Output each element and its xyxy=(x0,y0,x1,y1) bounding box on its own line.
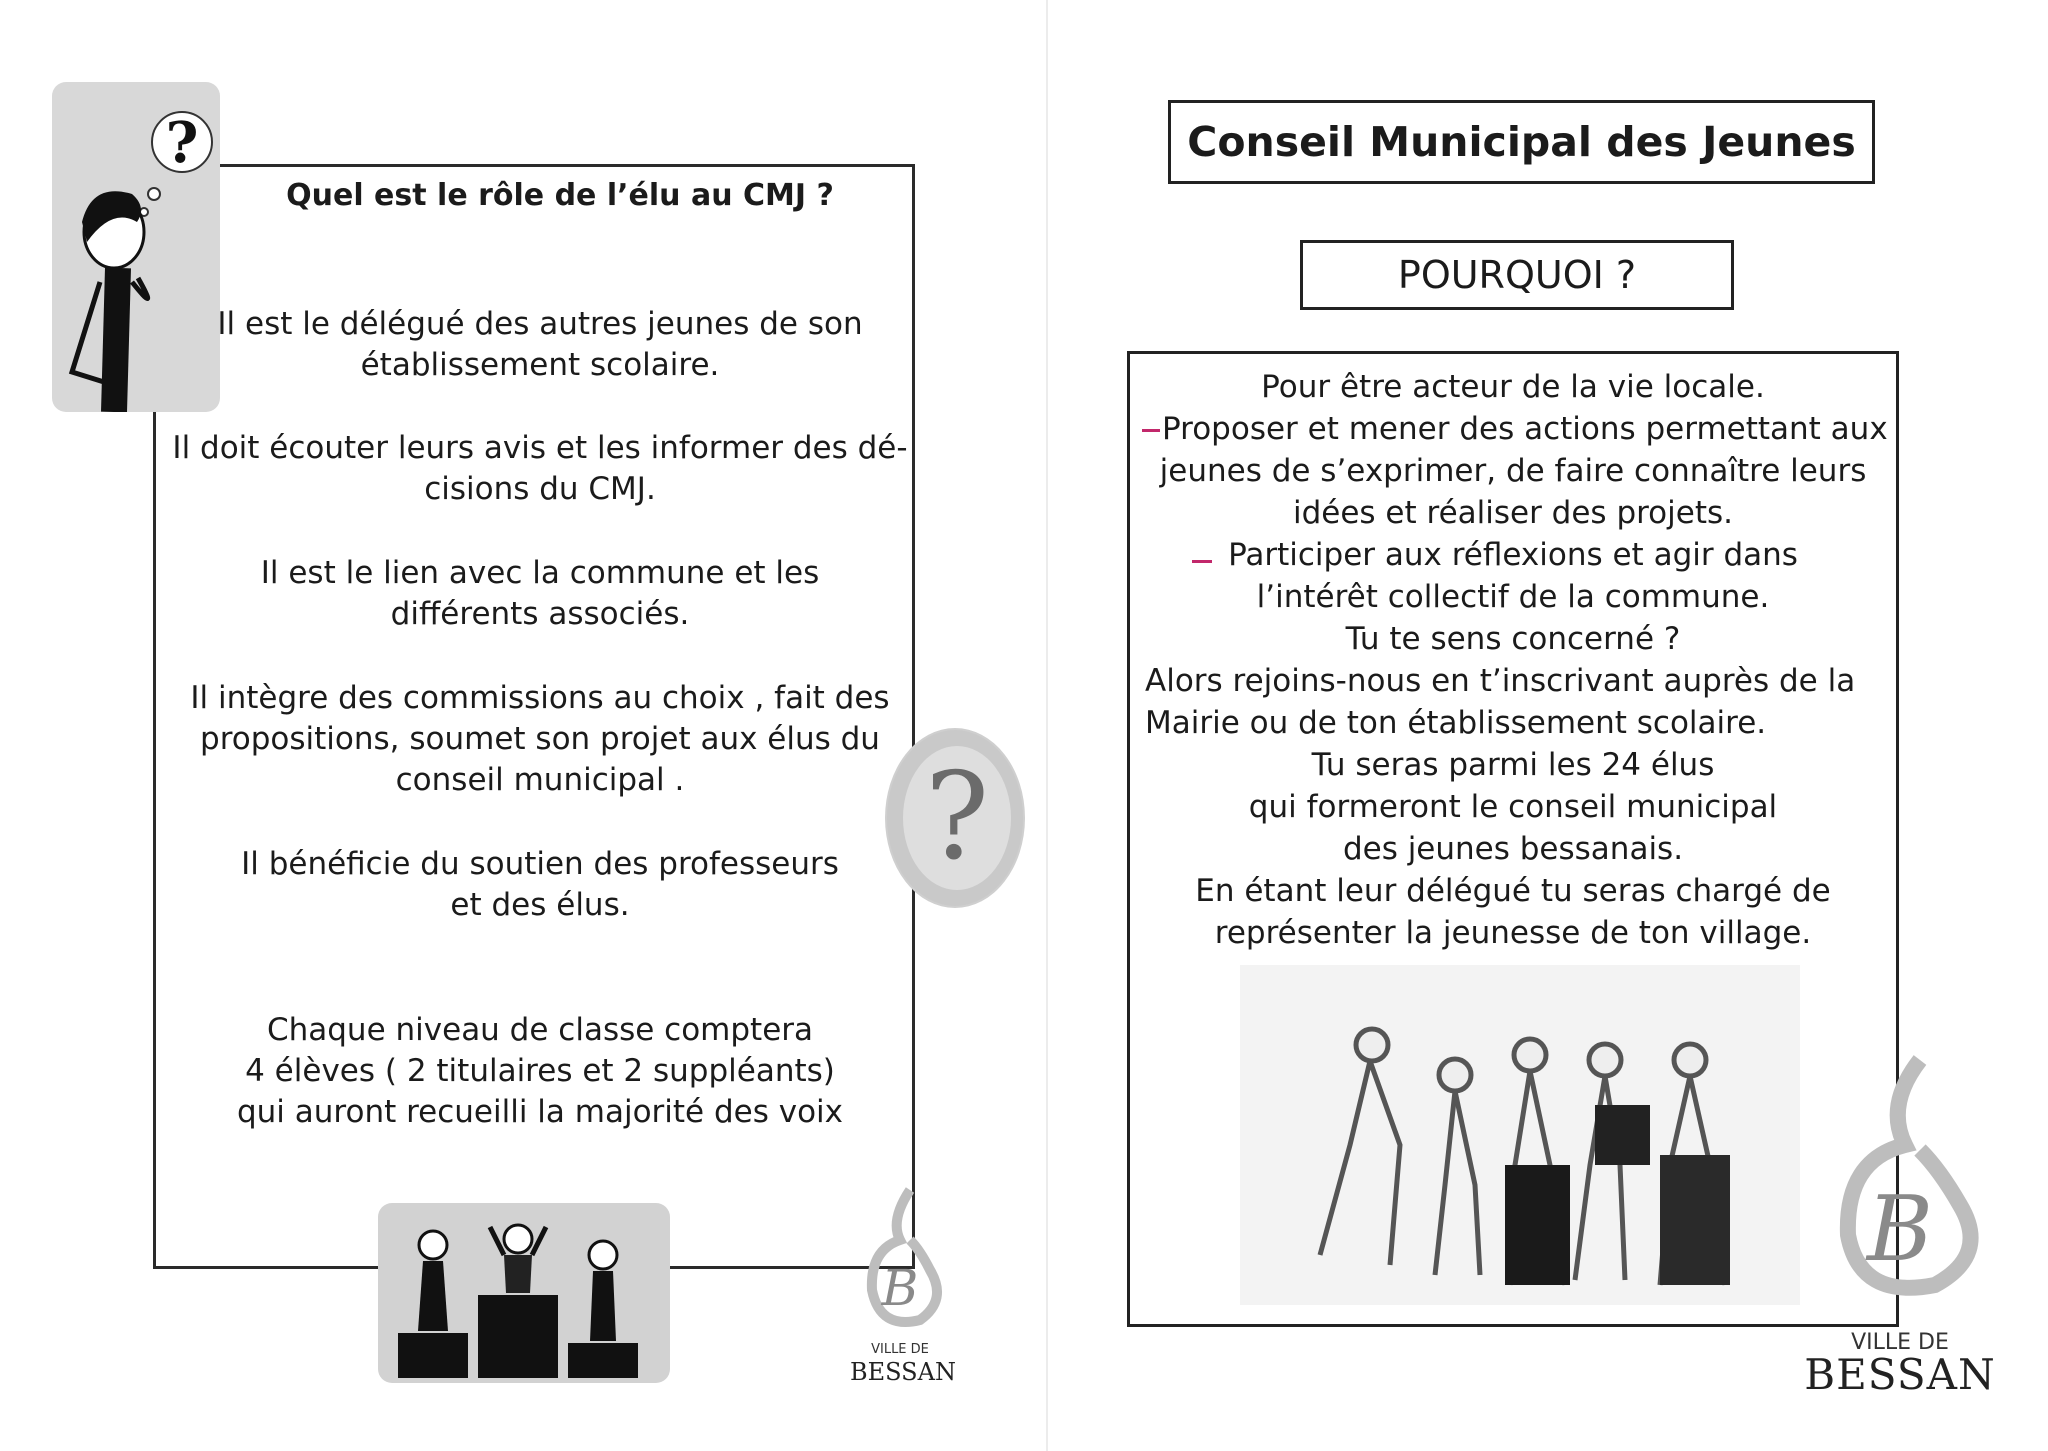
right-paragraph-line: Proposer et mener des actions permettant aux xyxy=(1162,411,1888,447)
svg-text:?: ? xyxy=(924,748,990,887)
svg-text:?: ? xyxy=(165,110,199,176)
left-page-title: Quel est le rôle de l’élu au CMJ ? xyxy=(286,178,834,213)
logo-letter: B xyxy=(1866,1177,1934,1282)
left-paragraph-line: propositions, soumet son projet aux élus du xyxy=(200,721,880,757)
right-paragraph-line: Tu te sens concerné ? xyxy=(1345,621,1681,657)
bessan-logo-large xyxy=(1800,1045,2000,1399)
left-paragraph-line: qui auront recueilli la majorité des voix xyxy=(236,1094,844,1130)
logo-letter: B xyxy=(881,1259,919,1317)
right-paragraph-line: qui formeront le conseil municipal xyxy=(1248,789,1778,825)
pen-annotation xyxy=(1142,429,1160,432)
left-paragraph-line: Il bénéficie du soutien des professeurs xyxy=(241,846,839,882)
left-paragraph-line: Il intègre des commissions au choix , fait des xyxy=(190,680,890,716)
right-paragraph-line: des jeunes bessanais. xyxy=(1342,831,1684,867)
left-paragraph-line: Il doit écouter leurs avis et les informer des dé- xyxy=(172,430,908,466)
logo-ville-de: VILLE DE xyxy=(871,1342,929,1357)
left-paragraph-line: différents associés. xyxy=(390,596,690,632)
right-paragraph-line: idées et réaliser des projets. xyxy=(1292,495,1733,531)
right-paragraph-line: l’intérêt collectif de la commune. xyxy=(1256,579,1770,615)
left-paragraph-line: 4 élèves ( 2 titulaires et 2 suppléants) xyxy=(245,1053,835,1089)
right-paragraph-line: Pour être acteur de la vie locale. xyxy=(1261,369,1765,405)
logo-bessan: BESSAN xyxy=(850,1358,956,1386)
left-paragraph-line: établissement scolaire. xyxy=(360,347,720,383)
jumping-youths-photo xyxy=(1240,965,1800,1305)
left-paragraph-line: cisions du CMJ. xyxy=(424,471,656,507)
right-paragraph-line: jeunes de s’exprimer, de faire connaître leurs xyxy=(1159,453,1867,489)
logo-ville-de: VILLE DE xyxy=(1851,1330,1949,1355)
page-title: Conseil Municipal des Jeunes xyxy=(1168,100,1875,184)
left-paragraph-line: et des élus. xyxy=(450,887,630,923)
right-paragraph-line: Alors rejoins-nous en t’inscrivant auprès de la xyxy=(1145,663,1856,699)
bessan-logo-icon xyxy=(850,1180,950,1340)
logo-bessan: BESSAN xyxy=(1804,1350,1996,1399)
podium-illustration xyxy=(378,1203,670,1383)
question-mark-coin-icon xyxy=(885,728,1025,908)
page-fold xyxy=(1046,0,1048,1451)
left-paragraph-line: Il est le lien avec la commune et les xyxy=(260,555,820,591)
left-paragraph-line: Chaque niveau de classe comptera xyxy=(266,1012,814,1048)
left-paragraph-line: Il est le délégué des autres jeunes de son xyxy=(217,306,863,342)
right-paragraph-line: Tu seras parmi les 24 élus xyxy=(1311,747,1715,783)
left-paragraph-line: conseil municipal . xyxy=(395,762,685,798)
right-paragraph-line: Participer aux réflexions et agir dans xyxy=(1228,537,1798,573)
right-paragraph-line: représenter la jeunesse de ton village. xyxy=(1214,915,1812,951)
right-paragraph-line: En étant leur délégué tu seras chargé de xyxy=(1195,873,1831,909)
bessan-logo-small xyxy=(850,1180,956,1390)
section-subtitle: POURQUOI ? xyxy=(1300,240,1734,310)
bessan-logo-icon xyxy=(1800,1045,2000,1325)
right-paragraph-line: Mairie ou de ton établissement scolaire. xyxy=(1145,705,1767,741)
